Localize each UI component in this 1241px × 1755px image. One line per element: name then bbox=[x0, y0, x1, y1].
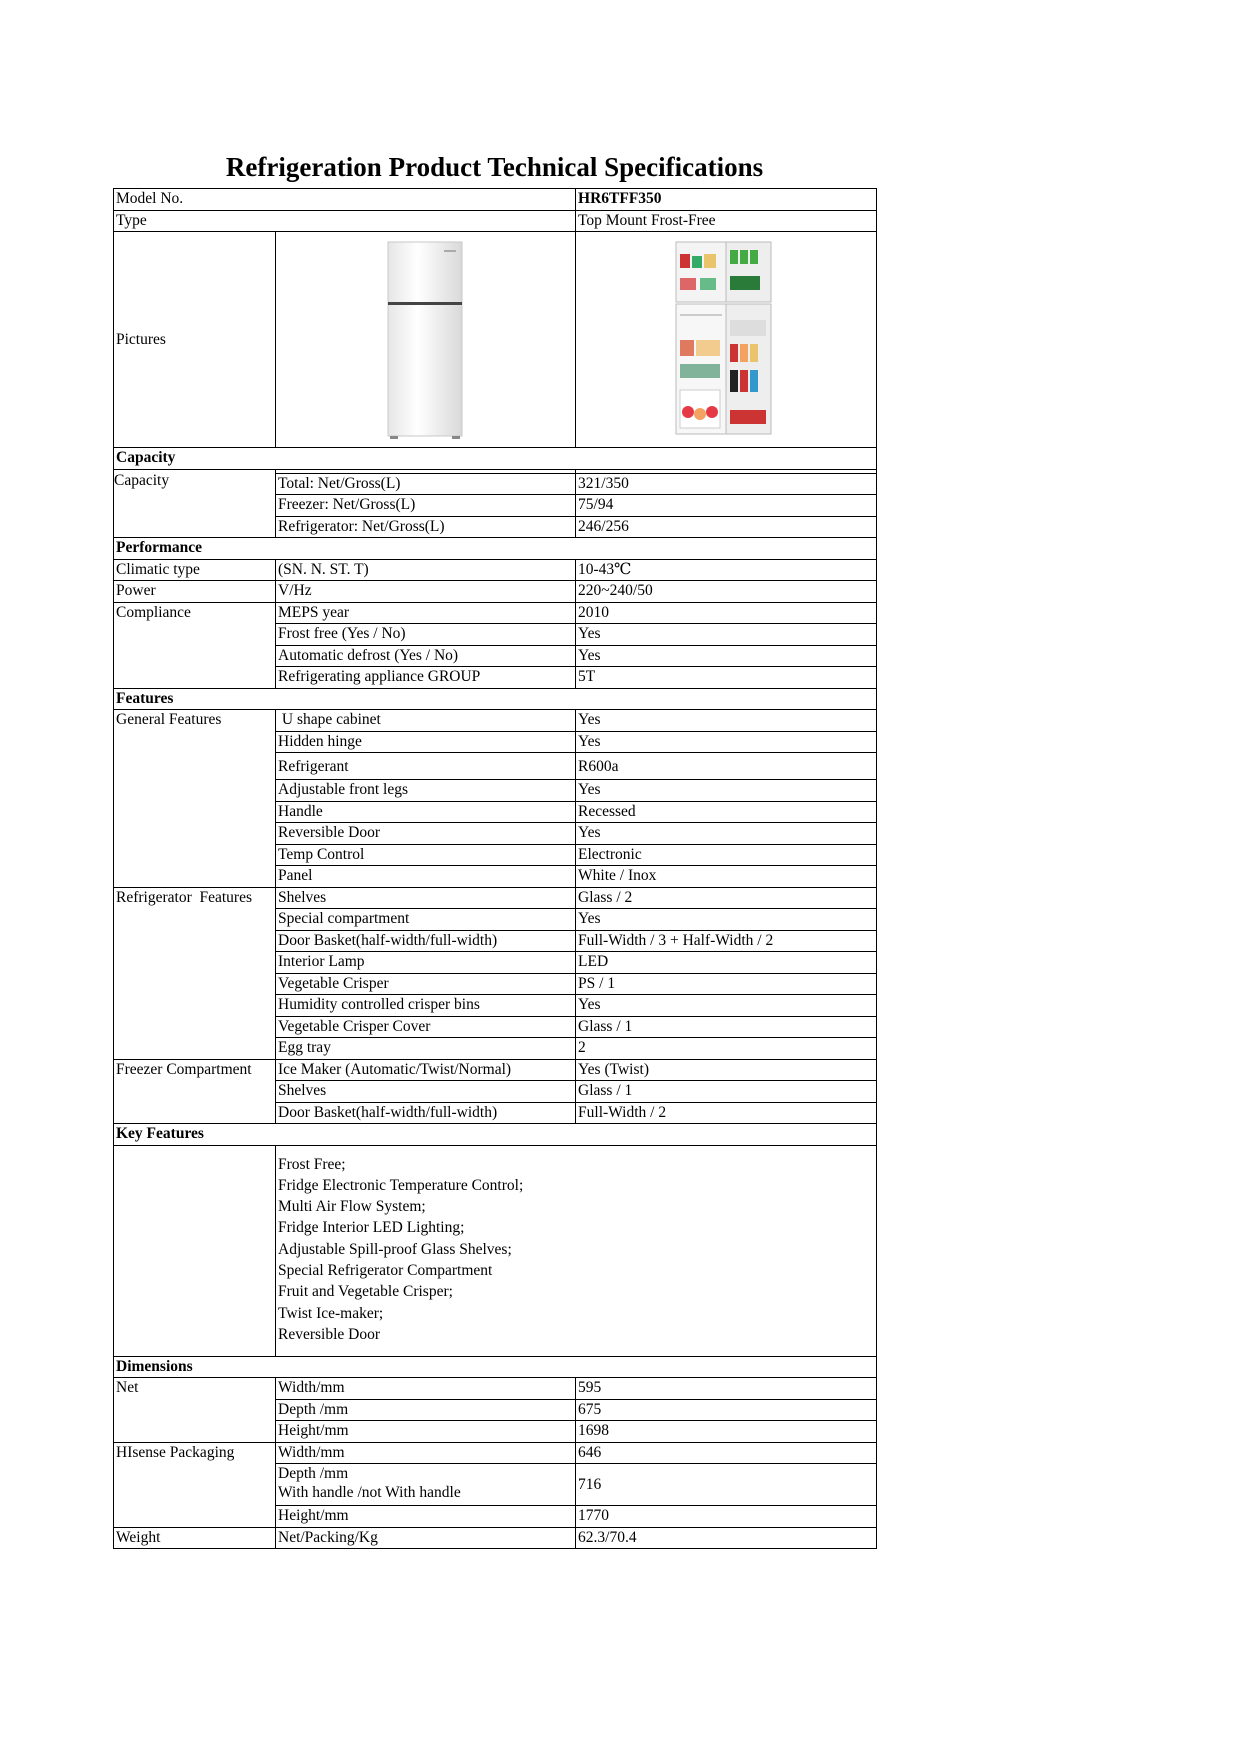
feature-value: Yes bbox=[576, 995, 877, 1017]
feature-value: Recessed bbox=[576, 801, 877, 823]
general-features-group: General Features bbox=[114, 710, 276, 888]
feature-label: Vegetable Crisper bbox=[276, 973, 576, 995]
list-item: Multi Air Flow System; bbox=[278, 1198, 426, 1216]
feature-label: Special compartment bbox=[276, 909, 576, 931]
packaging-depth-label-line1: Depth /mm bbox=[278, 1465, 349, 1482]
feature-value: Yes bbox=[576, 780, 877, 802]
section-header-key-features: Key Features bbox=[114, 1124, 877, 1146]
compliance-group-label: Refrigerating appliance GROUP bbox=[276, 667, 576, 689]
feature-value: LED bbox=[576, 952, 877, 974]
dimension-label: Width/mm bbox=[276, 1378, 576, 1400]
compliance-frostfree-label: Frost free (Yes / No) bbox=[276, 624, 576, 646]
table-row bbox=[114, 232, 877, 448]
list-item: Adjustable Spill-proof Glass Shelves; bbox=[278, 1240, 512, 1258]
list-item: Fruit and Vegetable Crisper; bbox=[278, 1283, 453, 1301]
refrigerator-features-group: Refrigerator Features bbox=[114, 887, 276, 1059]
feature-label: Reversible Door bbox=[276, 823, 576, 845]
packaging-depth-label-line2: With handle /not With handle bbox=[278, 1484, 461, 1501]
capacity-group-label: Capacity bbox=[114, 471, 170, 489]
weight-group: Weight bbox=[114, 1527, 276, 1549]
list-item: Special Refrigerator Compartment bbox=[278, 1261, 493, 1279]
capacity-freezer-value: 75/94 bbox=[576, 495, 877, 517]
model-value: HR6TFF350 bbox=[576, 189, 877, 211]
dimension-value: 675 bbox=[576, 1399, 877, 1421]
feature-value: PS / 1 bbox=[576, 973, 877, 995]
power-value: 220~240/50 bbox=[576, 581, 877, 603]
feature-value: Full-Width / 2 bbox=[576, 1102, 877, 1124]
dimension-value: 1698 bbox=[576, 1421, 877, 1443]
pictures-label: Pictures bbox=[114, 232, 276, 448]
feature-label: Humidity controlled crisper bins bbox=[276, 995, 576, 1017]
fridge-closed-icon bbox=[386, 240, 466, 440]
table-row bbox=[114, 1378, 877, 1400]
weight-label: Net/Packing/Kg bbox=[276, 1527, 576, 1549]
feature-label: Egg tray bbox=[276, 1038, 576, 1060]
dimension-value: 716 bbox=[576, 1464, 877, 1506]
feature-label: Panel bbox=[276, 866, 576, 888]
climatic-label: (SN. N. ST. T) bbox=[276, 559, 576, 581]
feature-label: U shape cabinet bbox=[276, 710, 576, 732]
power-group: Power bbox=[114, 581, 276, 603]
feature-label: Shelves bbox=[276, 887, 576, 909]
page-title: Refrigeration Product Technical Specifications bbox=[225, 152, 764, 182]
list-item: Frost Free; bbox=[278, 1155, 346, 1173]
table-row bbox=[114, 1059, 877, 1081]
packaging-group: HIsense Packaging bbox=[114, 1442, 276, 1527]
table-row bbox=[114, 559, 877, 581]
capacity-group bbox=[114, 469, 276, 538]
compliance-group: Compliance bbox=[114, 602, 276, 688]
table-row bbox=[114, 602, 877, 624]
feature-label: Hidden hinge bbox=[276, 731, 576, 753]
section-header-features: Features bbox=[114, 688, 877, 710]
feature-label: Interior Lamp bbox=[276, 952, 576, 974]
table-row bbox=[114, 1124, 877, 1146]
weight-value: 62.3/70.4 bbox=[576, 1527, 877, 1549]
model-label: Model No. bbox=[114, 189, 576, 211]
feature-value: Glass / 2 bbox=[576, 887, 877, 909]
list-item: Twist Ice-maker; bbox=[278, 1304, 384, 1322]
feature-value: R600a bbox=[576, 753, 877, 780]
section-header-dimensions: Dimensions bbox=[114, 1356, 877, 1378]
feature-label: Refrigerant bbox=[276, 753, 576, 780]
dimension-label: Width/mm bbox=[276, 1442, 576, 1464]
fridge-open-icon bbox=[666, 240, 786, 440]
feature-label: Temp Control bbox=[276, 844, 576, 866]
spec-table bbox=[113, 188, 877, 1549]
table-row bbox=[114, 1356, 877, 1378]
feature-value: Yes bbox=[576, 731, 877, 753]
table-row bbox=[114, 710, 877, 732]
table-row bbox=[114, 887, 877, 909]
feature-label: Door Basket(half-width/full-width) bbox=[276, 930, 576, 952]
dimension-value: 595 bbox=[576, 1378, 877, 1400]
table-row bbox=[114, 210, 877, 232]
table-row bbox=[114, 448, 877, 470]
feature-label: Adjustable front legs bbox=[276, 780, 576, 802]
list-item: Fridge Interior LED Lighting; bbox=[278, 1219, 465, 1237]
feature-value: Yes bbox=[576, 823, 877, 845]
dimension-label: Height/mm bbox=[276, 1421, 576, 1443]
key-features-list bbox=[276, 1145, 877, 1356]
table-row bbox=[114, 581, 877, 603]
type-value: Top Mount Frost-Free bbox=[576, 210, 877, 232]
feature-value: Yes bbox=[576, 710, 877, 732]
capacity-freezer-label: Freezer: Net/Gross(L) bbox=[276, 495, 576, 517]
table-row bbox=[114, 688, 877, 710]
type-label: Type bbox=[114, 210, 576, 232]
key-features-blank bbox=[114, 1145, 276, 1356]
table-row bbox=[114, 1145, 877, 1356]
net-group: Net bbox=[114, 1378, 276, 1443]
feature-label: Handle bbox=[276, 801, 576, 823]
list-item: Reversible Door bbox=[278, 1325, 381, 1343]
compliance-defrost-label: Automatic defrost (Yes / No) bbox=[276, 645, 576, 667]
dimension-value: 1770 bbox=[576, 1506, 877, 1528]
capacity-total-label: Total: Net/Gross(L) bbox=[276, 473, 576, 495]
climatic-group: Climatic type bbox=[114, 559, 276, 581]
packaging-depth-label bbox=[276, 1464, 576, 1506]
feature-value: Glass / 1 bbox=[576, 1016, 877, 1038]
climatic-value: 10-43℃ bbox=[576, 559, 877, 581]
feature-value: White / Inox bbox=[576, 866, 877, 888]
compliance-frostfree-value: Yes bbox=[576, 624, 877, 646]
fridge-open-image bbox=[576, 232, 877, 448]
table-row bbox=[114, 1527, 877, 1549]
list-item: Fridge Electronic Temperature Control; bbox=[278, 1176, 524, 1194]
dimension-label: Depth /mm bbox=[276, 1399, 576, 1421]
power-label: V/Hz bbox=[276, 581, 576, 603]
capacity-refrigerator-label: Refrigerator: Net/Gross(L) bbox=[276, 516, 576, 538]
feature-label: Ice Maker (Automatic/Twist/Normal) bbox=[276, 1059, 576, 1081]
feature-value: Yes bbox=[576, 909, 877, 931]
capacity-refrigerator-value: 246/256 bbox=[576, 516, 877, 538]
dimension-label: Height/mm bbox=[276, 1506, 576, 1528]
capacity-total-value: 321/350 bbox=[576, 473, 877, 495]
section-header-performance: Performance bbox=[114, 538, 877, 560]
compliance-group-value: 5T bbox=[576, 667, 877, 689]
freezer-compartment-group: Freezer Compartment bbox=[114, 1059, 276, 1124]
feature-label: Door Basket(half-width/full-width) bbox=[276, 1102, 576, 1124]
feature-value: 2 bbox=[576, 1038, 877, 1060]
table-row bbox=[114, 189, 877, 211]
table-row bbox=[114, 538, 877, 560]
feature-value: Yes (Twist) bbox=[576, 1059, 877, 1081]
table-row bbox=[114, 1442, 877, 1464]
dimension-value: 646 bbox=[576, 1442, 877, 1464]
section-header-capacity: Capacity bbox=[114, 448, 877, 470]
feature-label: Vegetable Crisper Cover bbox=[276, 1016, 576, 1038]
compliance-meps-value: 2010 bbox=[576, 602, 877, 624]
feature-label: Shelves bbox=[276, 1081, 576, 1103]
fridge-closed-image bbox=[276, 232, 576, 448]
feature-value: Full-Width / 3 + Half-Width / 2 bbox=[576, 930, 877, 952]
compliance-meps-label: MEPS year bbox=[276, 602, 576, 624]
compliance-defrost-value: Yes bbox=[576, 645, 877, 667]
feature-value: Glass / 1 bbox=[576, 1081, 877, 1103]
feature-value: Electronic bbox=[576, 844, 877, 866]
